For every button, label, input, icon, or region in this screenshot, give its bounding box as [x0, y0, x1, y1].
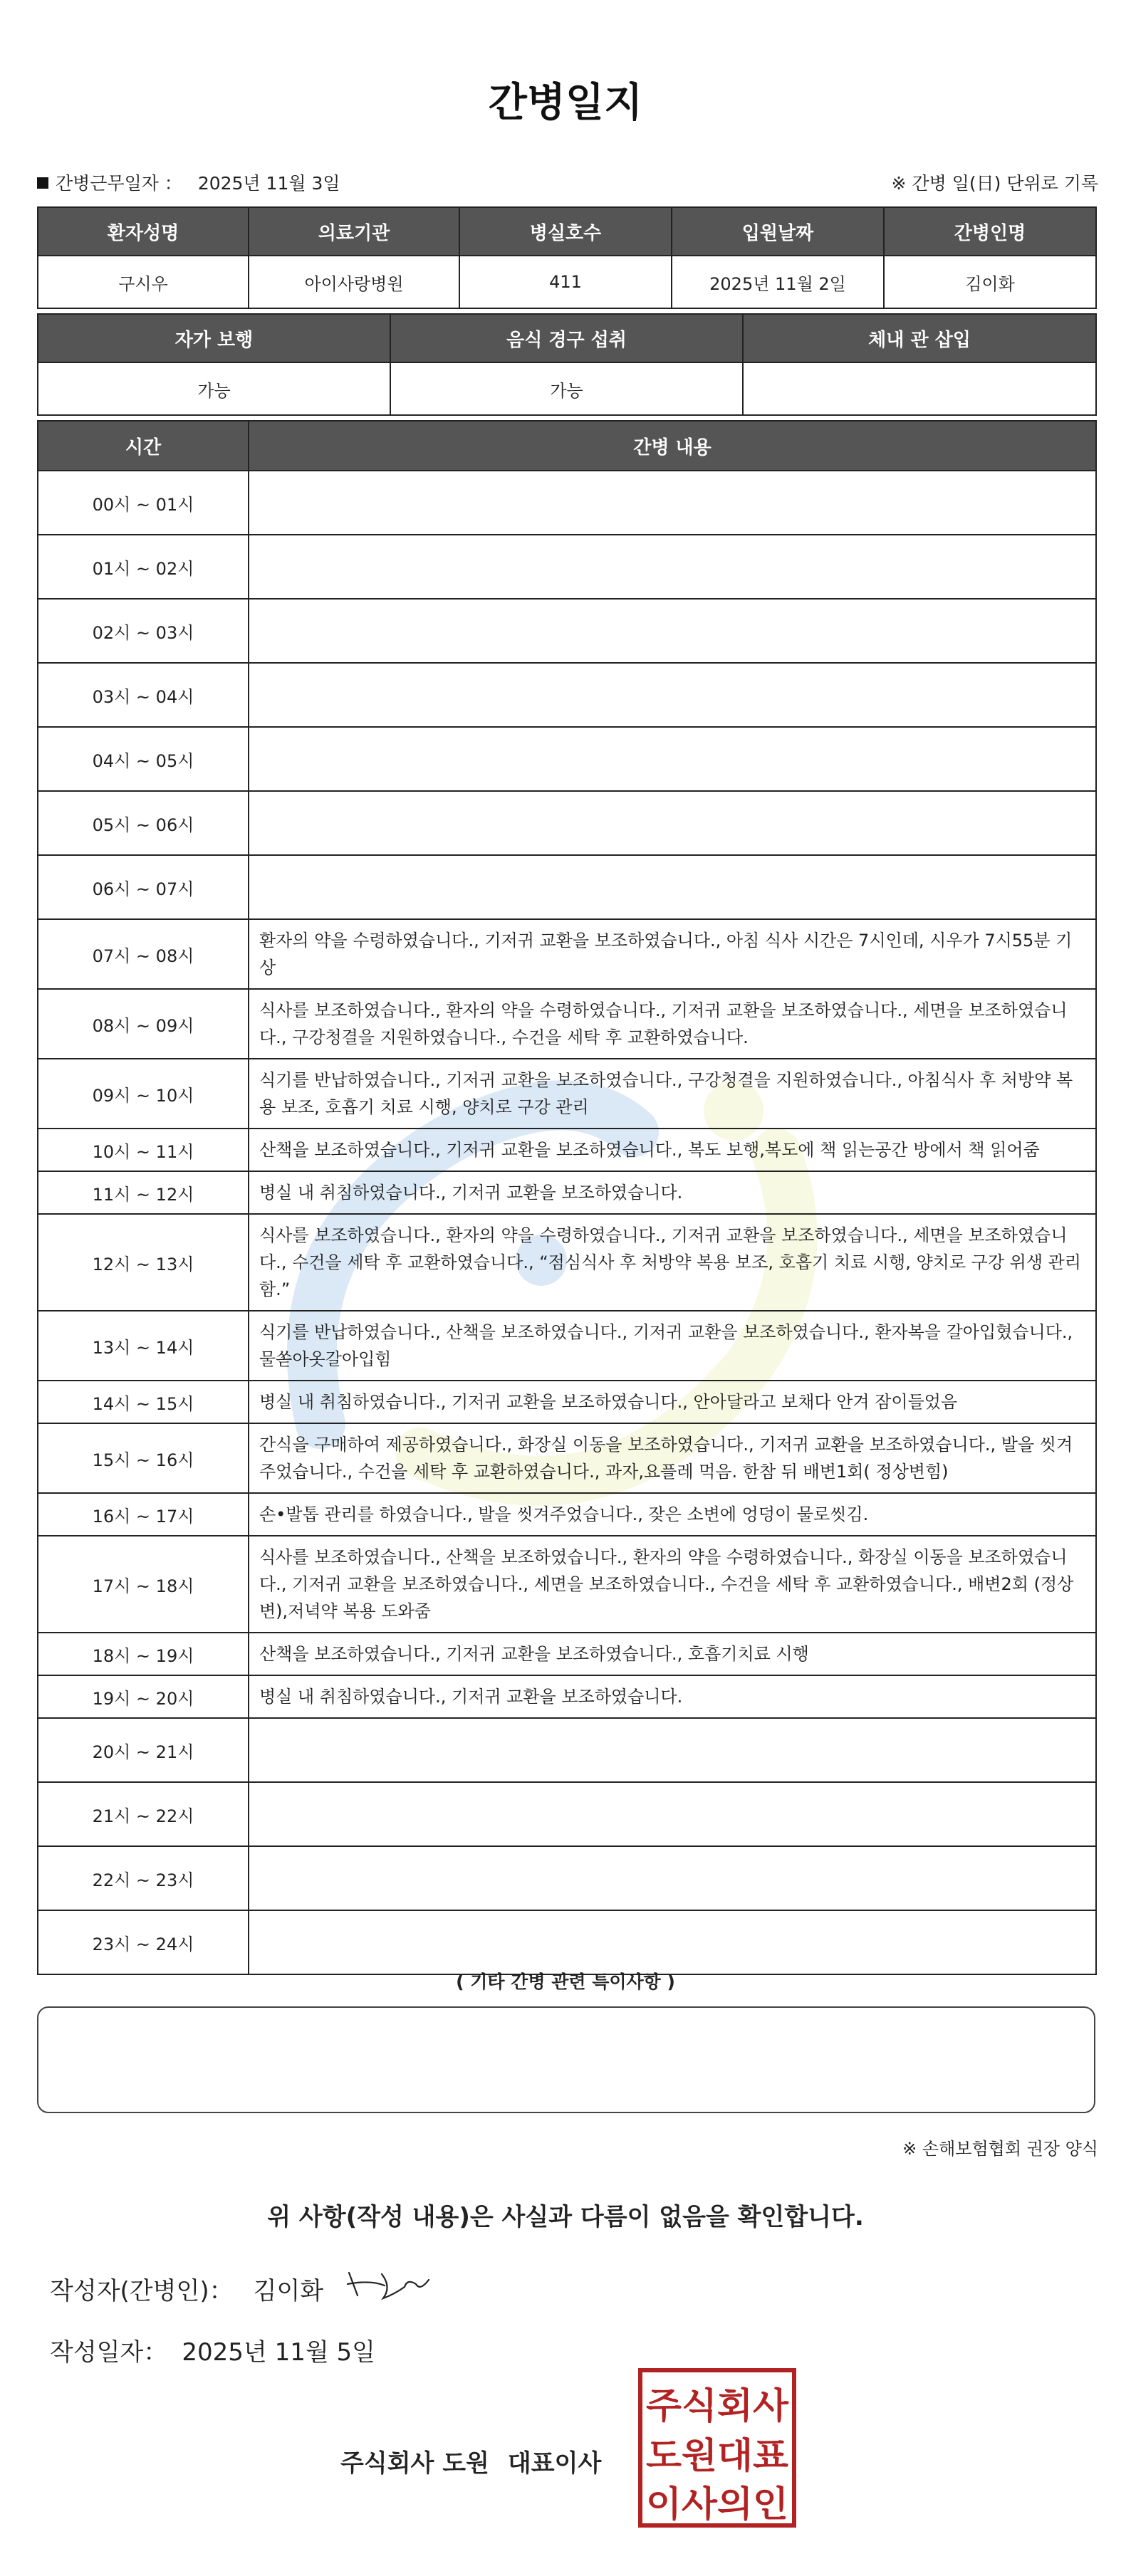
hospital-name: 아이사랑병원 — [249, 256, 459, 308]
caregiver-name: 김이화 — [884, 256, 1096, 308]
log-row — [38, 1846, 1096, 1910]
writer-row — [50, 2271, 323, 2306]
log-content — [249, 1910, 1096, 1974]
log-row — [38, 535, 1096, 599]
log-row — [38, 1675, 1096, 1718]
patient-ability-table — [37, 313, 1097, 416]
special-notes-box — [37, 2006, 1095, 2113]
log-row — [38, 1718, 1096, 1782]
log-content: 병실 내 취침하였습니다., 기저귀 교환을 보조하였습니다. — [249, 1675, 1096, 1718]
log-content — [249, 791, 1096, 855]
log-row — [38, 1214, 1096, 1311]
log-time: 22시 ~ 23시 — [38, 1846, 249, 1910]
log-row — [38, 1171, 1096, 1214]
log-time: 20시 ~ 21시 — [38, 1718, 249, 1782]
header-oral-intake: 음식 경구 섭취 — [390, 314, 743, 362]
log-content — [249, 471, 1096, 535]
patient-info-table — [37, 206, 1097, 309]
log-row — [38, 599, 1096, 663]
header-admission-date: 입원날짜 — [672, 207, 884, 256]
log-time: 04시 ~ 05시 — [38, 727, 249, 791]
log-row — [38, 989, 1096, 1059]
square-bullet-icon — [37, 177, 48, 189]
header-patient-name: 환자성명 — [38, 207, 249, 256]
log-time: 21시 ~ 22시 — [38, 1782, 249, 1846]
log-content: 식사를 보조하였습니다., 산책을 보조하였습니다., 환자의 약을 수령하였습니다., 화장실 이동을 보조하였습니다., 기저귀 교환을 보조하였습니다., 세면을 보조하였습니다., 수건을 세탁 후 교환하였습니다., 배변2회 (정상변),저녁약 복용 도와줌 — [249, 1536, 1096, 1633]
log-content: 간식을 구매하여 제공하였습니다., 화장실 이동을 보조하였습니다., 기저귀 교환을 보조하였습니다., 발을 씻겨주었습니다., 수건을 세탁 후 교환하였습니다., 과자,요플레 먹음. 한참 뒤 배변1회( 정상변힘) — [249, 1423, 1096, 1493]
log-time: 13시 ~ 14시 — [38, 1311, 249, 1381]
writer-label: 작성자(간병인)： — [50, 2277, 234, 2305]
company-name: 주식회사 도원 — [340, 2449, 489, 2478]
log-row — [38, 791, 1096, 855]
log-content — [249, 1782, 1096, 1846]
log-time: 01시 ~ 02시 — [38, 535, 249, 599]
log-time: 06시 ~ 07시 — [38, 855, 249, 919]
log-row — [38, 1493, 1096, 1536]
log-content — [249, 1846, 1096, 1910]
log-row — [38, 727, 1096, 791]
log-row — [38, 1311, 1096, 1381]
log-time: 00시 ~ 01시 — [38, 471, 249, 535]
header-tube-insertion: 체내 관 삽입 — [743, 314, 1096, 362]
log-content: 손•발톱 관리를 하였습니다., 발을 씻겨주었습니다., 잦은 소변에 엉덩이 물로씻김. — [249, 1493, 1096, 1536]
header-time: 시간 — [38, 421, 249, 471]
company-role: 대표이사 — [507, 2449, 602, 2478]
written-date-label: 작성일자： — [50, 2338, 168, 2367]
log-time: 19시 ~ 20시 — [38, 1675, 249, 1718]
header-hospital: 의료기관 — [249, 207, 459, 256]
log-content: 식기를 반납하였습니다., 기저귀 교환을 보조하였습니다., 구강청결을 지원하였습니다., 아침식사 후 처방약 복용 보조, 호흡기 치료 시행, 양치로 구강 관리 — [249, 1059, 1096, 1129]
log-content: 환자의 약을 수령하였습니다., 기저귀 교환을 보조하였습니다., 아침 식사 시간은 7시인데, 시우가 7시55분 기상 — [249, 919, 1096, 989]
log-row — [38, 1059, 1096, 1129]
writer-name: 김이화 — [253, 2277, 324, 2305]
header-caregiver-name: 간병인명 — [884, 207, 1096, 256]
log-content — [249, 727, 1096, 791]
self-walking-value: 가능 — [38, 362, 390, 415]
log-time: 18시 ~ 19시 — [38, 1633, 249, 1675]
log-content: 병실 내 취침하였습니다., 기저귀 교환을 보조하였습니다., 안아달라고 보채다 안겨 잠이들었음 — [249, 1381, 1096, 1423]
log-content — [249, 599, 1096, 663]
special-notes-title: ( 기타 간병 관련 특이사항 ) — [456, 1972, 675, 1992]
written-date-row — [50, 2332, 375, 2367]
log-row — [38, 1423, 1096, 1493]
log-time: 23시 ~ 24시 — [38, 1910, 249, 1974]
room-number: 411 — [459, 256, 672, 308]
log-row — [38, 471, 1096, 535]
log-content: 병실 내 취침하였습니다., 기저귀 교환을 보조하였습니다. — [249, 1171, 1096, 1214]
handwritten-signature — [342, 2258, 449, 2308]
log-time: 03시 ~ 04시 — [38, 663, 249, 727]
log-row — [38, 1381, 1096, 1423]
work-date-value: 2025년 11월 3일 — [197, 173, 340, 194]
tube-insertion-value — [743, 362, 1096, 415]
log-content — [249, 535, 1096, 599]
patient-name: 구시우 — [38, 256, 249, 308]
log-time: 11시 ~ 12시 — [38, 1171, 249, 1214]
oral-intake-value: 가능 — [390, 362, 743, 415]
log-time: 10시 ~ 11시 — [38, 1129, 249, 1171]
log-row — [38, 663, 1096, 727]
work-date-row — [37, 169, 340, 195]
log-time: 09시 ~ 10시 — [38, 1059, 249, 1129]
log-time: 07시 ~ 08시 — [38, 919, 249, 989]
header-room-number: 병실호수 — [459, 207, 672, 256]
log-row — [38, 1129, 1096, 1171]
source-note: ※ 손해보험협회 권장 양식 — [902, 2139, 1098, 2159]
confirmation-statement: 위 사항(작성 내용)은 사실과 다름이 없음을 확인합니다. — [267, 2203, 864, 2231]
log-content — [249, 855, 1096, 919]
unit-note: ※ 간병 일(日) 단위로 기록 — [891, 173, 1098, 194]
written-date-value: 2025년 11월 5일 — [182, 2338, 375, 2367]
log-content: 식사를 보조하였습니다., 환자의 약을 수령하였습니다., 기저귀 교환을 보조하였습니다., 세면을 보조하였습니다., 수건을 세탁 후 교환하였습니다., “점심식사 후 처방약 복용 보조, 호흡기 치료 시행, 양치로 구강 위생 관리함.” — [249, 1214, 1096, 1311]
page-title: 간병일지 — [488, 80, 643, 126]
log-row — [38, 855, 1096, 919]
log-content: 식사를 보조하였습니다., 환자의 약을 수령하였습니다., 기저귀 교환을 보조하였습니다., 세면을 보조하였습니다., 구강청결을 지원하였습니다., 수건을 세탁 후 교환하였습니다. — [249, 989, 1096, 1059]
svg-text:이사의인: 이사의인 — [646, 2483, 788, 2525]
log-time: 14시 ~ 15시 — [38, 1381, 249, 1423]
svg-text:주식회사: 주식회사 — [646, 2385, 789, 2426]
header-care-content: 간병 내용 — [249, 421, 1096, 471]
header-self-walking: 자가 보행 — [38, 314, 390, 362]
hourly-care-log-table — [37, 420, 1097, 1975]
log-row — [38, 1782, 1096, 1846]
company-row — [340, 2444, 601, 2478]
log-row — [38, 1633, 1096, 1675]
log-time: 08시 ~ 09시 — [38, 989, 249, 1059]
log-row — [38, 1536, 1096, 1633]
log-row — [38, 919, 1096, 989]
log-time: 12시 ~ 13시 — [38, 1214, 249, 1311]
company-seal-stamp — [638, 2368, 796, 2528]
admission-date: 2025년 11월 2일 — [672, 256, 884, 308]
log-content: 산책을 보조하였습니다., 기저귀 교환을 보조하였습니다., 복도 보행,복도에 책 읽는공간 방에서 책 읽어줌 — [249, 1129, 1096, 1171]
log-content — [249, 1718, 1096, 1782]
log-time: 16시 ~ 17시 — [38, 1493, 249, 1536]
log-content: 산책을 보조하였습니다., 기저귀 교환을 보조하였습니다., 호흡기치료 시행 — [249, 1633, 1096, 1675]
log-time: 15시 ~ 16시 — [38, 1423, 249, 1493]
log-time: 17시 ~ 18시 — [38, 1536, 249, 1633]
log-row — [38, 1910, 1096, 1974]
log-content — [249, 663, 1096, 727]
log-time: 05시 ~ 06시 — [38, 791, 249, 855]
log-content: 식기를 반납하였습니다., 산책을 보조하였습니다., 기저귀 교환을 보조하였습니다., 환자복을 갈아입혔습니다., 물쏟아옷갈아입힘 — [249, 1311, 1096, 1381]
work-date-label: 간병근무일자 ： — [56, 173, 182, 194]
log-time: 02시 ~ 03시 — [38, 599, 249, 663]
svg-text:도원대표: 도원대표 — [646, 2435, 789, 2476]
